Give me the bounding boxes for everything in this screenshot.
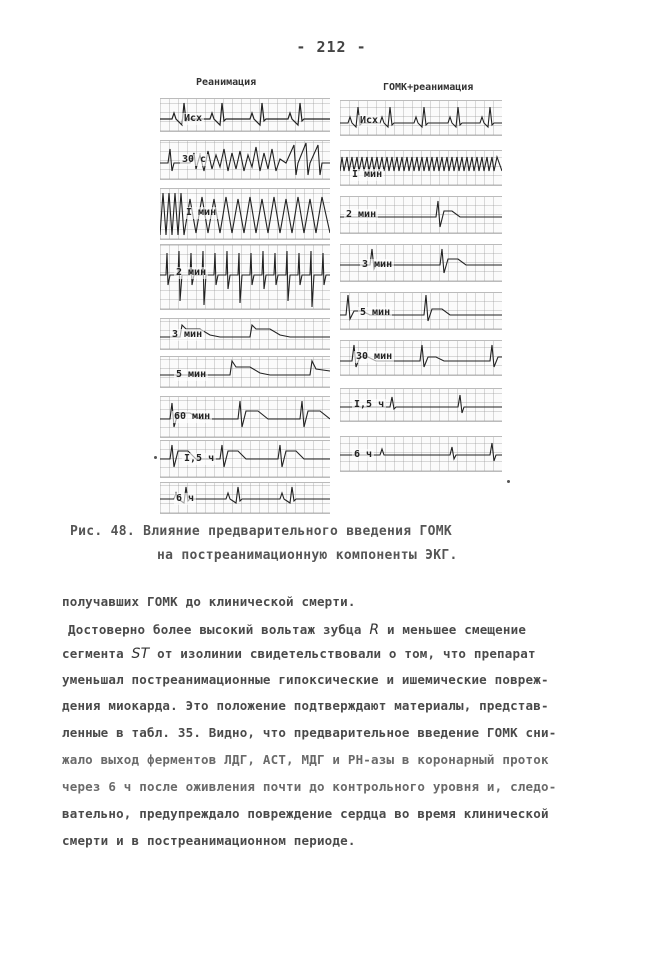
body-text-line-2 bbox=[68, 622, 526, 638]
strip-label: 60 мин bbox=[174, 411, 211, 422]
body-text-fragment: и меньшее смещение bbox=[386, 622, 527, 637]
ecg-strip-left-3 bbox=[160, 188, 330, 240]
strip-label: 5 мин bbox=[360, 307, 391, 318]
ecg-strip-left-2 bbox=[160, 140, 330, 180]
strip-label: 5 мин bbox=[176, 369, 207, 380]
strip-label: I,5 ч bbox=[354, 399, 385, 410]
ecg-strip-left-5 bbox=[160, 318, 330, 350]
body-text-line-6: ленные в табл. 35. Видно, что предварительное введение ГОМК сни- bbox=[62, 725, 557, 740]
ecg-strip-right-1 bbox=[340, 100, 502, 136]
ecg-strip-left-6 bbox=[160, 356, 330, 388]
figure-right-title: ГОМК+реанимация bbox=[383, 82, 474, 93]
ecg-strip-right-2 bbox=[340, 150, 502, 186]
ecg-strip-left-9 bbox=[160, 482, 330, 514]
body-text-fragment: сегмента bbox=[62, 646, 124, 661]
ecg-strip-right-5 bbox=[340, 292, 502, 330]
strip-label: 3 мин bbox=[172, 329, 203, 340]
figure-caption-line-2: на постреанимационную компоненты ЭКГ. bbox=[157, 548, 458, 563]
strip-label: 6 ч bbox=[176, 493, 195, 504]
ecg-strip-left-4 bbox=[160, 244, 330, 310]
wave-symbol-r: R bbox=[369, 622, 380, 638]
body-text-line-1: получавших ГОМК до клинической смерти. bbox=[62, 594, 356, 609]
strip-label: I мин bbox=[352, 169, 383, 180]
ecg-strip-left-1 bbox=[160, 98, 330, 132]
body-text-fragment: Достоверно более высокий вольтаж зубца bbox=[68, 622, 362, 637]
strip-label: I мин bbox=[186, 207, 217, 218]
ecg-strip-left-7 bbox=[160, 396, 330, 438]
body-text-line-7: жало выход ферментов ЛДГ, АСТ, МДГ и РН-азы в коронарный проток bbox=[62, 752, 549, 767]
body-text-line-3 bbox=[62, 646, 536, 662]
body-text-line-5: дения миокарда. Это положение подтверждают материалы, представ- bbox=[62, 698, 549, 713]
strip-label: I,5 ч bbox=[184, 453, 215, 464]
segment-symbol-st: ST bbox=[131, 646, 150, 662]
body-text-fragment: от изолинии свидетельствовали о том, что препарат bbox=[157, 646, 536, 661]
page-number: - 212 - bbox=[296, 38, 367, 56]
figure-left-title: Реанимация bbox=[196, 77, 257, 88]
strip-label: 6 ч bbox=[354, 449, 373, 460]
body-text-line-9: вательно, предупреждало повреждение сердца во время клинической bbox=[62, 806, 549, 821]
body-text-line-4: уменьшал постреанимационные гипоксические и ишемические повреж- bbox=[62, 672, 549, 687]
strip-label: 3 мин bbox=[362, 259, 393, 270]
ecg-strip-right-7 bbox=[340, 388, 502, 422]
strip-label: 2 мин bbox=[346, 209, 377, 220]
ecg-strip-right-3 bbox=[340, 196, 502, 234]
scan-speck bbox=[507, 480, 510, 483]
body-text-line-8: через 6 ч после оживления почти до контрольного уровня и, следо- bbox=[62, 779, 557, 794]
ecg-strip-left-8 bbox=[160, 440, 330, 478]
strip-label: 2 мин bbox=[176, 267, 207, 278]
ecg-strip-right-8 bbox=[340, 436, 502, 472]
ecg-strip-right-6 bbox=[340, 340, 502, 376]
strip-label: 30 с bbox=[182, 154, 207, 165]
strip-label: Исх bbox=[360, 115, 379, 126]
ecg-strip-right-4 bbox=[340, 244, 502, 282]
strip-label: Исх bbox=[184, 113, 203, 124]
strip-label: 30 мин bbox=[356, 351, 393, 362]
scan-speck bbox=[154, 456, 157, 459]
figure-caption-line-1: Рис. 48. Влияние предварительного введения ГОМК bbox=[70, 524, 452, 539]
body-text-line-10: смерти и в постреанимационном периоде. bbox=[62, 833, 356, 848]
